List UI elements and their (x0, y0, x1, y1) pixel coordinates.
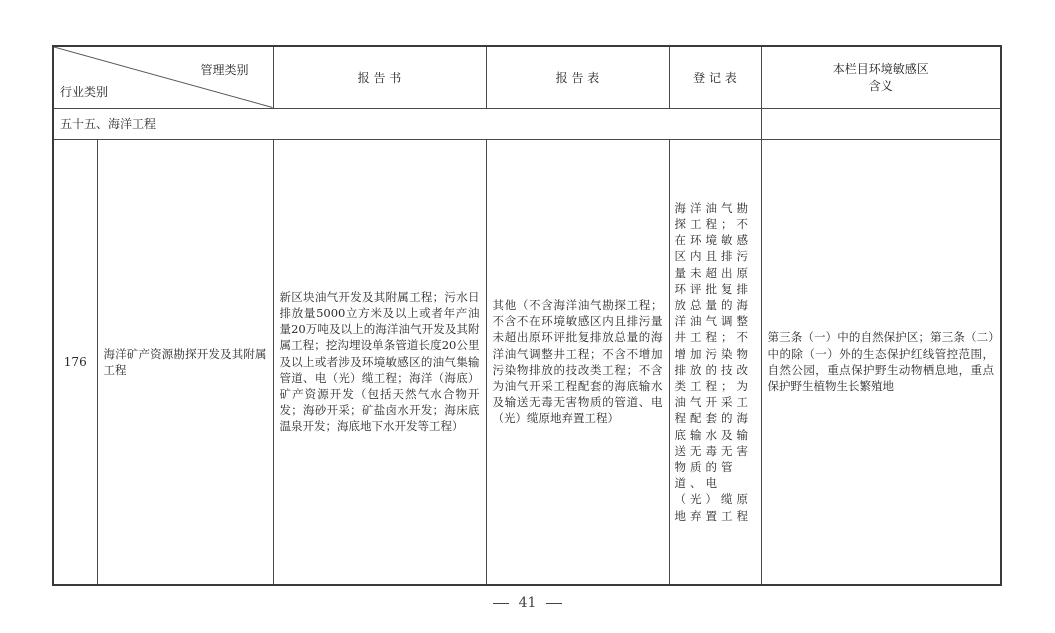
dash-left (493, 603, 509, 604)
section-row (53, 108, 1001, 139)
header-row (53, 46, 1001, 108)
industry-category-label: 行业类别 (60, 84, 109, 99)
header-report-form: 报 告 表 (486, 46, 669, 108)
header-report-book: 报 告 书 (273, 46, 486, 108)
corner-header-cell (53, 46, 273, 108)
industry-name: 海洋矿产资源勘探开发及其附属工程 (97, 139, 273, 585)
header-sensitive-area-line2: 含义 (868, 79, 893, 94)
management-category-label: 管理类别 (200, 63, 249, 77)
row-number: 176 (53, 139, 97, 585)
page-number: 41 (518, 595, 537, 611)
registration-criteria: 海洋油气勘探工程；不在环境敏感区内且排污量未超出原环评批复排放总量的海洋油气调整井工程；不增加污染物排放的技改类工程；为油气开采工程配套的海底输水及输送无毒无害物质的管道、电（光）缆原地弃置工程 (669, 139, 761, 585)
header-sensitive-area (761, 46, 1001, 108)
dash-right (546, 603, 562, 604)
section-empty-cell (761, 108, 1001, 139)
table-row (53, 139, 1001, 585)
report-form-criteria: 其他（不含海洋油气勘探工程；不含不在环境敏感区内且排污量未超出原环评批复排放总量的海洋油气调整井工程；不含不增加污染物排放的技改类工程；不含为油气开采工程配套的海底输水及输送无毒无害物质的管道、电（光）缆原地弃置工程） (486, 139, 669, 585)
report-book-criteria: 新区块油气开发及其附属工程；污水日排放量5000立方米及以上或者年产油量20万吨及以上的海洋油气开发及其附属工程；挖沟埋设单条管道长度20公里及以上或者涉及环境敏感区的油气集输管道、电（光）缆工程；海洋（海底）矿产资源开发（包括天然气水合物开发；海砂开采；矿盐卤水开发；海床底温泉开发；海底地下水开发等工程） (273, 139, 486, 585)
section-title: 五十五、海洋工程 (53, 108, 761, 139)
sensitive-area-definition: 第三条（一）中的自然保护区；第三条（二）中的除（一）外的生态保护红线管控范围，自然公园，重点保护野生动物栖息地，重点保护野生植物生长繁殖地 (761, 139, 1001, 585)
page-footer (0, 595, 1055, 611)
header-sensitive-area-line1: 本栏目环境敏感区 (832, 62, 929, 77)
header-registration-form: 登 记 表 (669, 46, 761, 108)
classification-table (52, 45, 1002, 586)
